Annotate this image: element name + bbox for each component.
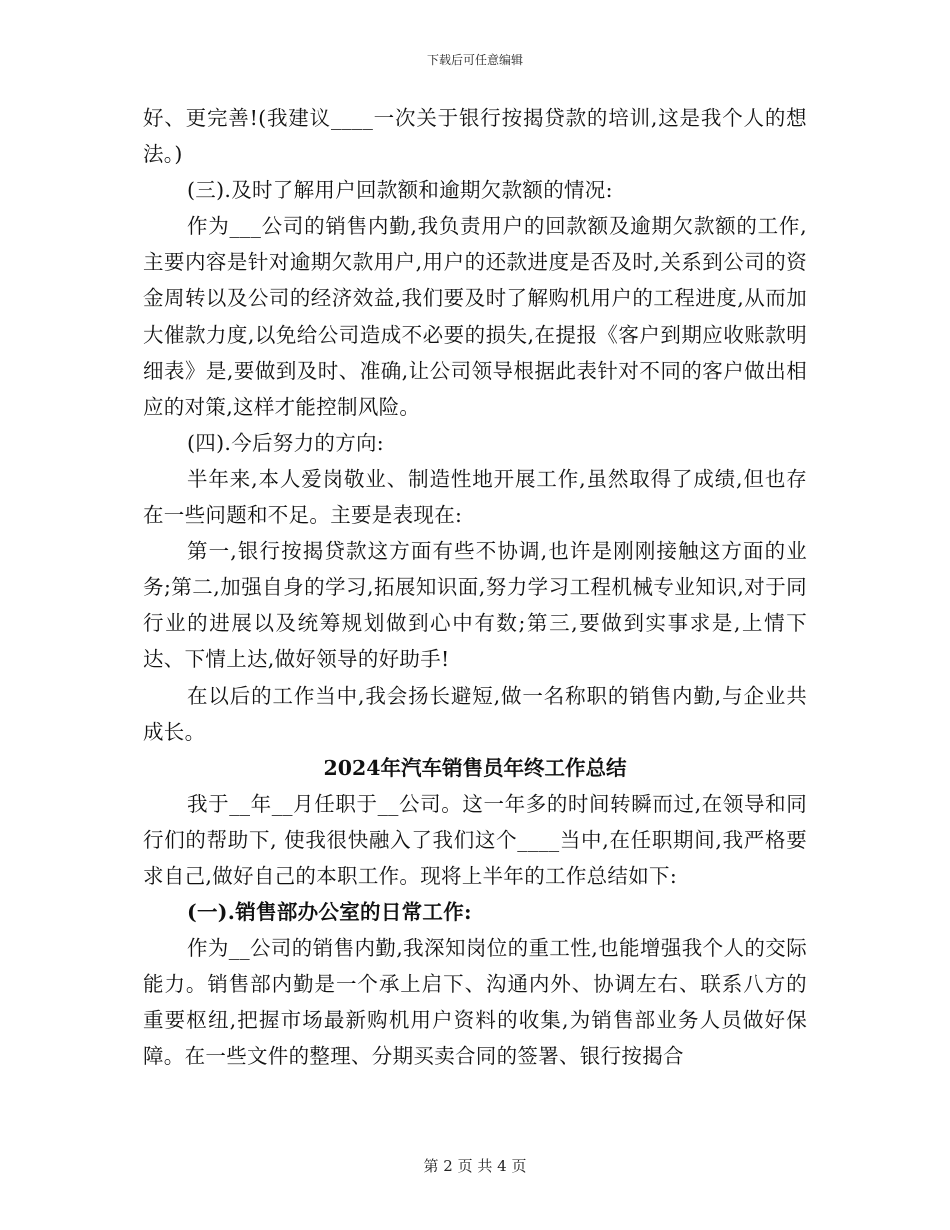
paragraph-1: 好、更完善!(我建议____一次关于银行按揭贷款的培训,这是我个人的想法。) (143, 106, 807, 167)
page-number-footer: 第 2 页 共 4 页 (423, 1157, 527, 1175)
section-title: 2024年汽车销售员年终工作总结 (323, 755, 627, 780)
paragraph-3: 作为___公司的销售内勤,我负责用户的回款额及逾期欠款额的工作,主要内容是针对逾期欠款用户,用户的还款进度是否及时,关系到公司的资金周转以及公司的经济效益,我们要及时了解购机用户的工程进度,从而加大催款力度,以免给公司造成不必要的损失,在提报《客户到期应收账款明细表》是,要做到及时、准确,让公司领导根据此表针对不同的客户做出相应的对策,这样才能控制风险。 (143, 214, 807, 419)
paragraph-9-heading: (一).销售部办公室的日常工作: (187, 900, 472, 925)
paragraph-5: 半年来,本人爱岗敬业、制造性地开展工作,虽然取得了成绩,但也存在一些问题和不足。主要是表现在: (143, 466, 807, 528)
page-header-note: 下载后可任意编辑 (426, 53, 523, 67)
paragraph-2-heading: (三).及时了解用户回款额和逾期欠款额的情况: (187, 178, 613, 203)
paragraph-4-heading: (四).今后努力的方向: (187, 430, 385, 455)
paragraph-6: 第一,银行按揭贷款这方面有些不协调,也许是刚刚接触这方面的业务;第二,加强自身的学习,拓展知识面,努力学习工程机械专业知识,对于同行业的进展以及统筹规划做到心中有数;第三,要做到实事求是,上情下达、下情上达,做好领导的好助手! (143, 539, 807, 672)
paragraph-10: 作为__公司的销售内勤,我深知岗位的重工性,也能增强我个人的交际能力。销售部内勤是一个承上启下、沟通内外、协调左右、联系八方的重要枢纽,把握市场最新购机用户资料的收集,为销售部业务人员做好保障。在一些文件的整理、分期买卖合同的签署、银行按揭合 (143, 936, 807, 1069)
paragraph-7: 在以后的工作当中,我会扬长避短,做一名称职的销售内勤,与企业共成长。 (143, 683, 807, 744)
document-body (143, 100, 807, 1075)
paragraph-8: 我于__年__月任职于__公司。这一年多的时间转瞬而过,在领导和同行们的帮助下, 使我很快融入了我们这个____当中,在任职期间,我严格要求自己,做好自己的本职工作。现将上半年的工作总结如下: (143, 791, 807, 888)
